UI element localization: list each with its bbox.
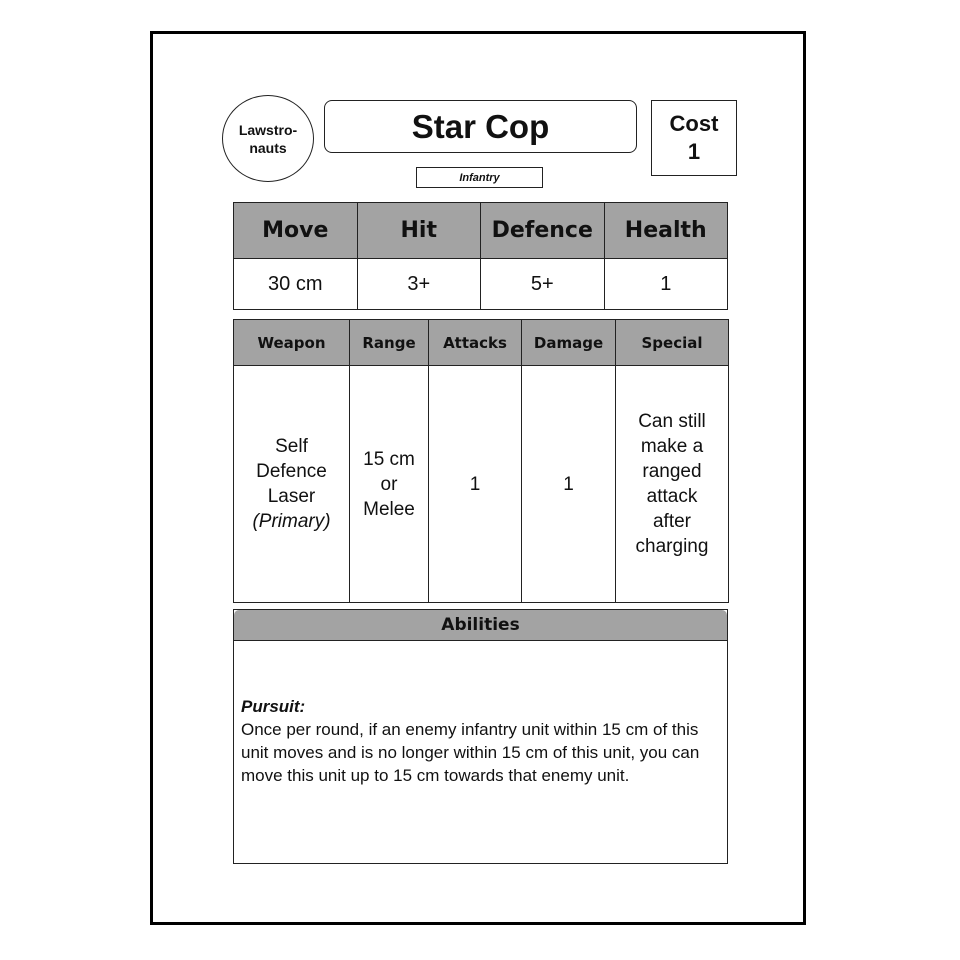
weapon-header-special: Special: [616, 320, 729, 366]
weapon-header-weapon: Weapon: [234, 320, 350, 366]
weapon-row: [234, 366, 729, 603]
stats-value-row: [234, 259, 728, 310]
ability-text: Once per round, if an enemy infantry unit within 15 cm of this unit moves and is no longer within 15 cm of this unit, you can move this unit up to 15 cm towards that enemy unit.: [241, 720, 700, 785]
weapon-name-cell: [234, 366, 350, 603]
stat-header-health: Health: [604, 203, 728, 259]
weapon-header-damage: Damage: [522, 320, 616, 366]
weapon-tag: (Primary): [252, 511, 331, 532]
stat-value-move: 30 cm: [234, 259, 358, 310]
cost-value: 1: [687, 139, 701, 164]
stat-value-defence: 5+: [481, 259, 605, 310]
stat-value-health: 1: [604, 259, 728, 310]
weapon-name: Self Defence Laser: [256, 436, 327, 507]
weapon-range: 15 cm or Melee: [350, 366, 429, 603]
faction-badge: Lawstro- nauts: [222, 95, 314, 182]
weapons-header-row: [234, 320, 729, 366]
weapon-header-range: Range: [350, 320, 429, 366]
weapon-special: Can still make a ranged attack after charging: [616, 366, 729, 603]
stats-header-row: [234, 203, 728, 259]
unit-type-label: Infantry: [416, 167, 543, 188]
stat-header-hit: Hit: [357, 203, 481, 259]
weapon-attacks: 1: [429, 366, 522, 603]
weapons-table: [233, 319, 729, 603]
ability-item: [241, 695, 719, 787]
weapon-header-attacks: Attacks: [429, 320, 522, 366]
ability-name: Pursuit:: [241, 697, 306, 716]
cost-box: [651, 100, 737, 176]
weapon-damage: 1: [522, 366, 616, 603]
unit-title: Star Cop: [324, 100, 637, 153]
cost-label: Cost: [669, 111, 719, 136]
stats-table: [233, 202, 728, 310]
abilities-header: Abilities: [234, 610, 727, 641]
stat-header-move: Move: [234, 203, 358, 259]
stat-value-hit: 3+: [357, 259, 481, 310]
abilities-panel: [233, 609, 728, 864]
stat-header-defence: Defence: [481, 203, 605, 259]
